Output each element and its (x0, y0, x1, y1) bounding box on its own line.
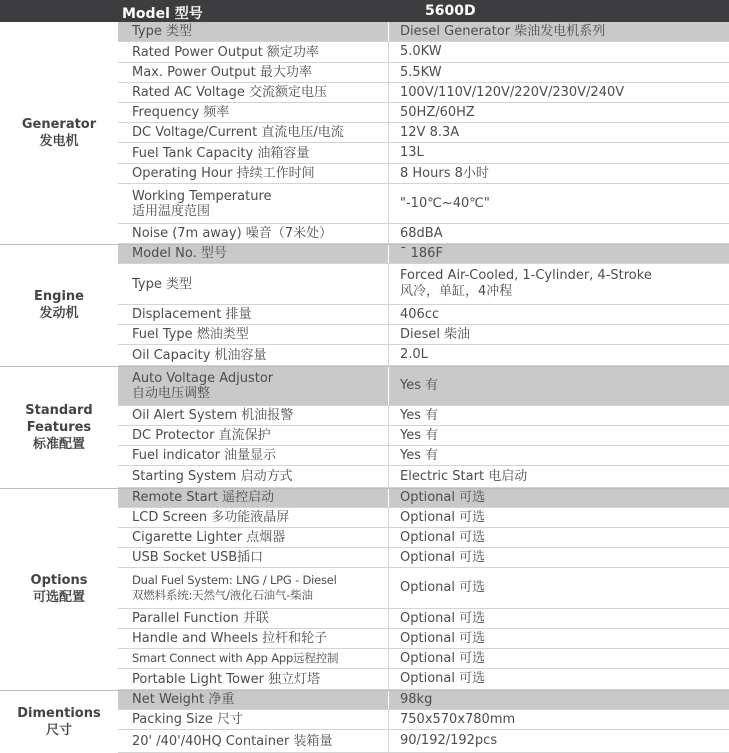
table-row (118, 528, 729, 548)
column-divider (388, 466, 389, 487)
spec-value: Yes 有 (400, 447, 439, 463)
group-label-options (0, 488, 118, 690)
table-row (118, 184, 729, 224)
column-divider (388, 446, 389, 465)
table-row (118, 325, 729, 345)
table-row (118, 224, 729, 244)
spec-label: Working Temperature 适用温度范围 (132, 188, 272, 219)
column-divider (388, 426, 389, 445)
spec-label: Fuel Type 燃油类型 (132, 327, 249, 342)
spec-value: 98kg (400, 691, 433, 707)
column-divider (388, 629, 389, 648)
table-row (118, 22, 729, 42)
column-divider (388, 244, 389, 263)
column-divider (388, 710, 389, 729)
group-label-dimensions (0, 690, 118, 753)
table-row (118, 143, 729, 164)
spec-label: Rated AC Voltage 交流额定电压 (132, 85, 327, 100)
spec-label: Cigarette Lighter 点烟器 (132, 530, 286, 545)
spec-value: 5.0KW (400, 44, 442, 59)
table-row (118, 103, 729, 123)
column-divider (388, 164, 389, 183)
spec-label: DC Voltage/Current 直流电压/电流 (132, 125, 344, 140)
spec-label: Rated Power Output 额定功率 (132, 44, 319, 60)
table-row (118, 710, 729, 730)
spec-label: Net Weight 净重 (132, 692, 235, 707)
spec-value: Optional 可选 (400, 509, 486, 525)
column-divider (388, 730, 389, 752)
spec-value: Yes 有 (400, 407, 439, 423)
spec-label: Max. Power Output 最大功率 (132, 65, 312, 80)
column-divider (388, 488, 389, 507)
column-divider (388, 609, 389, 628)
column-divider (388, 123, 389, 142)
column-divider (388, 143, 389, 163)
table-row (118, 446, 729, 466)
group-label-line: Options (30, 573, 88, 588)
spec-label: Type 类型 (132, 24, 192, 39)
table-row (118, 305, 729, 325)
spec-label: USB Socket USB插口 (132, 550, 264, 565)
spec-label: Dual Fuel System: LNG / LPG - Diesel 双燃料系统:天然气/液化石油气-柴油 (132, 573, 337, 602)
table-row (118, 63, 729, 83)
group-label-line: Dimentions (17, 705, 101, 721)
spec-value: 5.5KW (400, 64, 442, 80)
table-row (118, 123, 729, 143)
spec-label: Fuel indicator 油量显示 (132, 448, 277, 463)
table-row (118, 568, 729, 609)
spec-label: DC Protector 直流保护 (132, 428, 271, 443)
table-row (118, 406, 729, 426)
group-label-line: 标准配置 (32, 436, 85, 452)
column-divider (388, 42, 389, 62)
spec-value: 8 Hours 8小时 (400, 165, 489, 181)
group-label-line: 发电机 (39, 134, 79, 149)
column-divider (388, 184, 389, 223)
table-row (118, 730, 729, 753)
table-row (118, 548, 729, 568)
group-divider (0, 488, 729, 489)
group-label-line: 发动机 (39, 306, 79, 321)
group-label-line: Engine (34, 289, 84, 304)
spec-label: Remote Start 遥控启动 (132, 490, 275, 505)
table-row (118, 164, 729, 184)
spec-value: ¯ 186F (400, 245, 443, 261)
spec-label: Starting System 启动方式 (132, 469, 293, 484)
column-divider (388, 22, 389, 41)
model-header-value: 5600D (425, 3, 476, 19)
table-row (118, 345, 729, 366)
spec-label: Frequency 频率 (132, 105, 230, 120)
group-label-line: Features (26, 419, 92, 435)
column-divider (388, 568, 389, 608)
spec-value: 406cc (400, 306, 440, 322)
table-row (118, 83, 729, 103)
column-divider (388, 548, 389, 567)
group-label-engine (0, 244, 118, 366)
spec-label: Packing Size 尺寸 (132, 712, 243, 727)
table-row (118, 366, 729, 406)
spec-value: 90/192/192pcs (400, 733, 498, 748)
column-divider (388, 366, 389, 405)
column-divider (388, 690, 389, 709)
spec-value: "-10℃~40℃" (400, 195, 490, 211)
spec-label: Smart Connect with App App远程控制 (132, 651, 339, 665)
spec-label: Model No. 型号 (132, 246, 227, 261)
spec-value: Diesel Generator 柴油发电机系列 (400, 23, 606, 39)
column-divider (388, 508, 389, 527)
spec-value: 12V 8.3A (400, 124, 460, 140)
spec-value: Optional 可选 (400, 549, 486, 565)
spec-value: 2.0L (400, 347, 428, 362)
spec-label: Auto Voltage Adjustor 自动电压调整 (132, 370, 274, 401)
column-divider (388, 83, 389, 102)
spec-label: LCD Screen 多功能液晶屏 (132, 510, 290, 525)
spec-label: Handle and Wheels 拉杆和轮子 (132, 631, 328, 646)
spec-label: Fuel Tank Capacity 油箱容量 (132, 145, 310, 161)
spec-label: Operating Hour 持续工作时间 (132, 166, 315, 181)
table-row (118, 669, 729, 690)
column-divider (388, 528, 389, 547)
column-divider (388, 305, 389, 324)
group-label-generator (0, 22, 118, 244)
column-divider (388, 345, 389, 365)
column-divider (388, 406, 389, 425)
table-row (118, 466, 729, 488)
spec-value: Optional 可选 (400, 610, 486, 626)
table-row (118, 244, 729, 264)
table-row (118, 690, 729, 710)
table-row (118, 609, 729, 629)
spec-label: Noise (7m away) 噪音（7米处） (132, 226, 333, 241)
spec-value: Optional 可选 (400, 529, 486, 545)
spec-label: 20' /40'/40HQ Container 装箱量 (132, 733, 333, 749)
spec-value: 13L (400, 145, 424, 160)
group-divider (0, 690, 729, 691)
spec-value: Forced Air-Cooled, 1-Cylinder, 4-Stroke 风冷，单缸，4冲程 (400, 268, 652, 299)
spec-label: Portable Light Tower 独立灯塔 (132, 671, 321, 687)
column-divider (388, 224, 389, 243)
spec-value: 68dBA (400, 225, 443, 241)
spec-label: Parallel Function 并联 (132, 611, 269, 626)
table-row (118, 426, 729, 446)
spec-value: 100V/110V/120V/220V/230V/240V (400, 84, 625, 100)
spec-value: 50HZ/60HZ (400, 104, 475, 120)
table-header (0, 0, 729, 22)
table-row (118, 508, 729, 528)
spec-value: Diesel 柴油 (400, 326, 471, 342)
model-header-label: Model 型号 (122, 6, 203, 22)
spec-label: Oil Alert System 机油报警 (132, 408, 294, 423)
column-divider (388, 63, 389, 82)
spec-label: Displacement 排量 (132, 307, 252, 322)
group-label-line: 尺寸 (45, 722, 72, 738)
spec-value: Yes 有 (400, 427, 439, 443)
table-row (118, 629, 729, 649)
table-row (118, 42, 729, 63)
group-label-standard-features (0, 366, 118, 488)
spec-label: Type 类型 (132, 276, 192, 292)
spec-value: Optional 可选 (400, 580, 486, 595)
group-label-line: Standard (25, 402, 93, 418)
column-divider (388, 103, 389, 122)
table-row (118, 488, 729, 508)
spec-value: Optional 可选 (400, 650, 486, 666)
column-divider (388, 264, 389, 304)
spec-value: 750x570x780mm (400, 711, 516, 727)
column-divider (388, 669, 389, 689)
group-divider (0, 366, 729, 367)
group-label-line: 可选配置 (32, 590, 85, 605)
table-row (118, 264, 729, 305)
spec-value: Electric Start 电启动 (400, 468, 528, 484)
spec-value: Optional 可选 (400, 489, 486, 505)
group-divider (0, 244, 729, 245)
column-divider (388, 649, 389, 668)
column-divider (388, 325, 389, 344)
spec-value: Optional 可选 (400, 630, 486, 646)
group-label-line: Generator (21, 117, 97, 132)
spec-value: Yes 有 (400, 377, 439, 393)
spec-value: Optional 可选 (400, 671, 486, 686)
spec-label: Oil Capacity 机油容量 (132, 347, 267, 363)
table-row (118, 649, 729, 669)
